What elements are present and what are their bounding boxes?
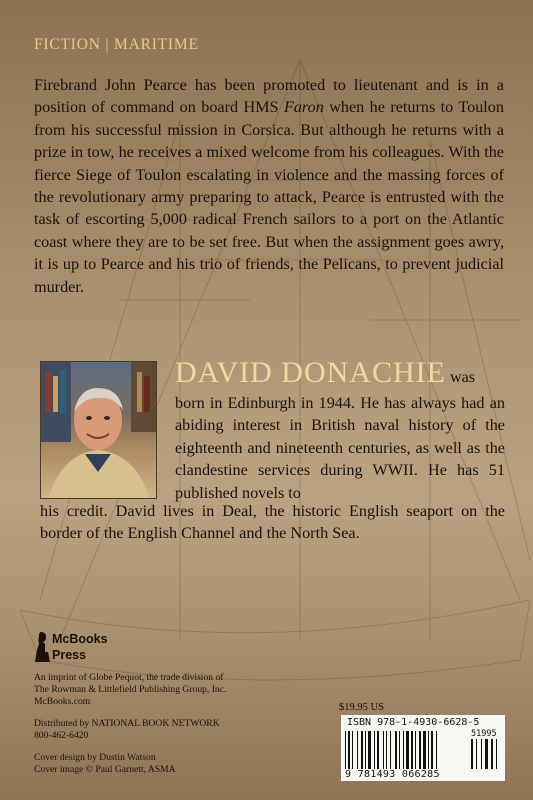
author-photo [40,361,157,499]
cover-design-credit: Cover design by Dustin Watson [34,752,156,763]
barcode-number: 9 781493 066285 [345,769,440,780]
barcode-bars [345,731,463,769]
author-name-suffix: was [449,368,476,386]
author-name: DAVID DONACHIE [175,356,446,389]
author-bio-continued: his credit. David lives in Deal, the historic English seaport on the border of the English Channel and the North Sea. [40,502,505,543]
publisher-logo-line1: McBooks [52,632,108,646]
cover-image-credit: Cover image © Paul Garnett, ASMA [34,764,176,775]
barcode-ext-bars [471,739,501,769]
isbn-barcode [341,715,505,781]
isbn-text: ISBN 978-1-4930-6628-5 [347,717,480,728]
blurb-text-1: Firebrand John Pearce has been promoted to lieutenant and is in a position of command on board HMS [34,76,504,117]
price-label: $19.95 US [339,702,384,713]
publisher-logo-line2: Press [52,648,87,662]
author-bio-right: born in Edinburgh in 1944. He has always had an abiding interest in British naval history of the eighteenth and nineteenth centuries, as well as the clandestine services during WWII. He has 51 published novels to [175,394,505,502]
barcode-ext-code: 51995 [471,729,497,739]
imprint-website: McBooks.com [34,696,91,707]
imprint-line-2: The Rowman & Littlefield Publishing Group, Inc. [34,684,227,695]
ship-name: Faron [283,98,324,117]
publisher-logo-mark [34,630,52,664]
book-blurb [34,74,504,298]
imprint-line-1: An imprint of Globe Pequot, the trade division of [34,672,224,683]
genre-label: FICTION | MARITIME [34,36,199,53]
author-heading [175,356,505,390]
distributor-line: Distributed by NATIONAL BOOK NETWORK [34,718,220,729]
publisher-logo [34,630,144,664]
blurb-text-2: when he returns to Toulon from his successful mission in Corsica. But although he returns with a prize in tow, he receives a mixed welcome from his colleagues. With the fierce Siege of Toulon escalating in violence and the massing forces of the revolutionary army preparing to attack, Pearce is entrusted with the task of escorting 5,000 radical French sailors to a port on the Atlantic coast where they are to be set free. But when the assignment goes awry, it is up to Pearce and his trio of friends, the Pelicans, to prevent judicial murder. [34,98,504,296]
distributor-phone: 800-462-6420 [34,730,89,741]
